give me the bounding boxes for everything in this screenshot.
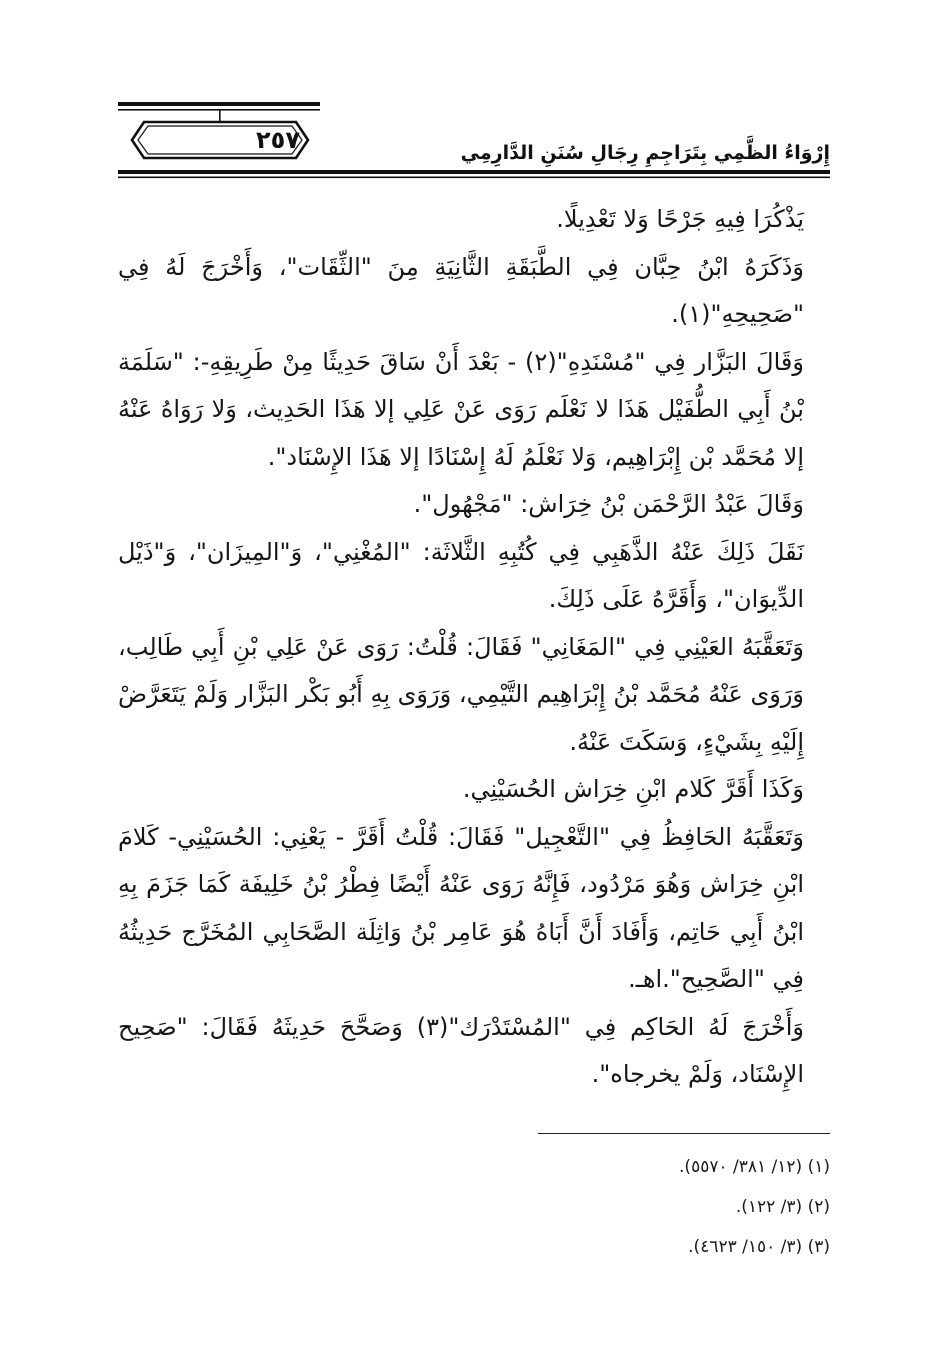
- paragraph-3: وَقَالَ البَزَّار فِي "مُسْنَدِهِ"(٢) - بَعْدَ أَنْ سَاقَ حَدِيثًا مِنْ طَرِيقِهِ-: "سَلَمَة بْنُ أَبِي الطُّفَيْل هَذَا لا نَعْلَم رَوَى عَنْ عَلِي إلا هَذَا الحَدِيث، وَلا رَوَاهُ عَنْهُ إلا مُحَمَّد بْن إِبْرَاهِيم، وَلا نَعْلَمُ لَهُ إِسْنَادًا إلا هَذَا الإِسْنَاد".: [118, 347, 804, 471]
- footnote-3: (٣) (٣/ ١٥٠/ ٤٦٢٣).: [688, 1237, 830, 1257]
- paragraph-6: وَتَعَقَّبَهُ العَيْنِي فِي "المَغَانِي" فَقَالَ: قُلْتُ: رَوَى عَنْ عَلِي بْنِ أَبِي طَالِب، وَرَوَى عَنْهُ مُحَمَّد بْنُ إِبْرَاهِيم التَّيْمِي، وَرَوَى بِهِ أَبُو بَكْر البَزَّار وَلَمْ يَتَعَرَّضْ إِلَيْهِ بِشَيْءٍ، وَسَكَتَ عَنْهُ.: [118, 632, 804, 756]
- paragraph-5: نَقَلَ ذَلِكَ عَنْهُ الذَّهَبِي فِي كُتُبِهِ الثَّلاثَة: "المُغْنِي"، وَ"المِيزَان"، وَ"ذَيْل الدِّيوَان"، وَأَقَرَّهُ عَلَى ذَلِكَ.: [118, 537, 804, 613]
- header-ornament: [118, 96, 830, 182]
- paragraph-9: وَأَخْرَجَ لَهُ الحَاكِم فِي "المُسْتَدْرَك"(٣) وَصَحَّحَ حَدِيثَهُ فَقَالَ: "صَحِيح الإِسْنَاد، وَلَمْ يخرجاه".: [118, 1012, 804, 1088]
- paragraph-4: وَقَالَ عَبْدُ الرَّحْمَن بْنُ خِرَاش: "مَجْهُول".: [413, 490, 804, 518]
- paragraph-2: وَذَكَرَهُ ابْنُ حِبَّان فِي الطَّبَقَةِ الثَّانِيَةِ مِنَ "الثِّقَات"، وَأَخْرَجَ لَهُ فِي "صَحِيحِهِ"(١).: [118, 252, 804, 328]
- page-header: [118, 96, 830, 182]
- book-title: إِرْوَاءُ الظَّمِي بِتَرَاجِمِ رِجَالِ سُنَنِ الدَّارِمِي: [460, 142, 830, 164]
- footnotes: [118, 1147, 830, 1267]
- footnote-1: (١) (١٢/ ٣٨١/ ٥٥٧٠).: [679, 1157, 830, 1177]
- paragraph-1: يَذْكُرَا فِيهِ جَرْحًا وَلا تَعْدِيلًا.: [556, 205, 804, 233]
- footnote-divider: [538, 1133, 830, 1134]
- page-number: ٢٥٧: [256, 126, 300, 154]
- main-text: [118, 196, 830, 1099]
- paragraph-8: وَتَعَقَّبَهُ الحَافِظُ فِي "التَّعْجِيل" فَقَالَ: قُلْتُ أَقَرَّ - يَعْنِي: الحُسَيْنِي- كَلامَ ابْنِ خِرَاش وَهُوَ مَرْدُود، فَإِنَّهُ رَوَى عَنْهُ أَيْضًا فِطْرُ بْنُ خَلِيفَة كَمَا جَزَمَ بِهِ ابْنُ أَبِي حَاتِم، وَأَفَادَ أَنَّ أَبَاهُ هُوَ عَامِر بْنُ وَاثِلَة الصَّحَابِي المُخَرَّج حَدِيثُهُ فِي "الصَّحِيح".اهـ.: [118, 822, 804, 993]
- paragraph-7: وَكَذَا أَقَرَّ كَلام ابْنِ خِرَاش الحُسَيْنِي.: [462, 775, 804, 803]
- footnote-2: (٢) (٣/ ١٢٢).: [735, 1197, 830, 1217]
